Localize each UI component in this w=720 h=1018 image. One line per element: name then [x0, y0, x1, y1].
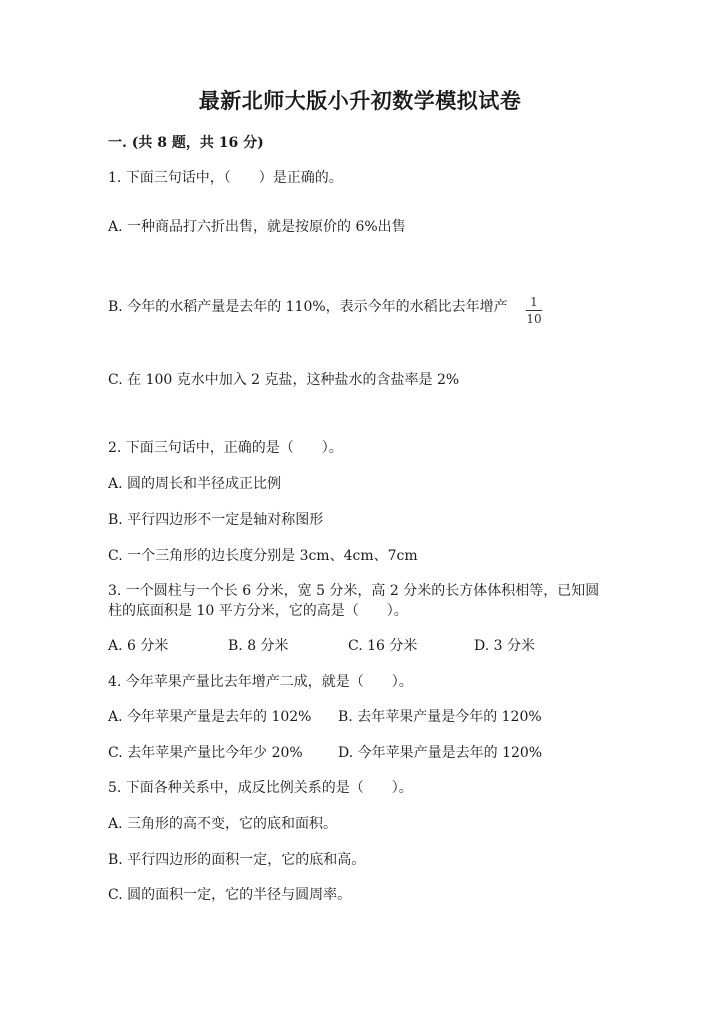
question-4-option-d: D. 今年苹果产量是去年的 120% [338, 745, 543, 761]
question-1-option-b: B. 今年的水稻产量是去年的 110%，表示今年的水稻比去年增产 [108, 299, 508, 315]
question-2-stem: 2. 下面三句话中，正确的是（ ）。 [108, 440, 343, 456]
question-3-option-d: D. 3 分米 [474, 638, 535, 654]
question-3-option-c: C. 16 分米 [348, 638, 418, 654]
question-3-option-b: B. 8 分米 [228, 638, 289, 654]
question-5-stem: 5. 下面各种关系中，成反比例关系的是（ ）。 [108, 780, 413, 796]
page-title: 最新北师大版小升初数学模拟试卷 [198, 88, 522, 113]
question-2-option-a: A. 圆的周长和半径成正比例 [108, 476, 282, 492]
question-1-option-c: C. 在 100 克水中加入 2 克盐，这种盐水的含盐率是 2% [108, 372, 460, 388]
question-2-option-c: C. 一个三角形的边长度分别是 3cm、4cm、7cm [108, 548, 418, 564]
question-4-option-a: A. 今年苹果产量是去年的 102% [108, 709, 312, 725]
question-1-option-a: A. 一种商品打六折出售，就是按原价的 6%出售 [108, 219, 406, 235]
question-4-option-b: B. 去年苹果产量是今年的 120% [338, 709, 542, 725]
question-1-stem: 1. 下面三句话中，（ ）是正确的。 [108, 170, 343, 186]
question-1-fraction [524, 296, 544, 325]
question-4-option-c: C. 去年苹果产量比今年少 20% [108, 745, 303, 761]
question-4-stem: 4. 今年苹果产量比去年增产二成，就是（ ）。 [108, 674, 413, 690]
section-heading: 一. (共 8 题，共 16 分) [108, 135, 264, 151]
question-5-option-a: A. 三角形的高不变，它的底和面积。 [108, 816, 338, 832]
question-5-option-c: C. 圆的面积一定，它的半径与圆周率。 [108, 887, 352, 903]
question-2-option-b: B. 平行四边形不一定是轴对称图形 [108, 512, 324, 528]
question-3-option-a: A. 6 分米 [108, 638, 169, 654]
question-3-stem-line-2: 柱的底面积是 10 平方分米，它的高是（ ）。 [108, 603, 408, 619]
fraction-denominator: 10 [526, 312, 542, 326]
fraction-numerator: 1 [530, 295, 538, 309]
question-3-stem-line-1: 3. 一个圆柱与一个长 6 分米，宽 5 分米，高 2 分米的长方体体积相等，已知圆 [108, 583, 600, 599]
question-5-option-b: B. 平行四边形的面积一定，它的底和高。 [108, 852, 366, 868]
